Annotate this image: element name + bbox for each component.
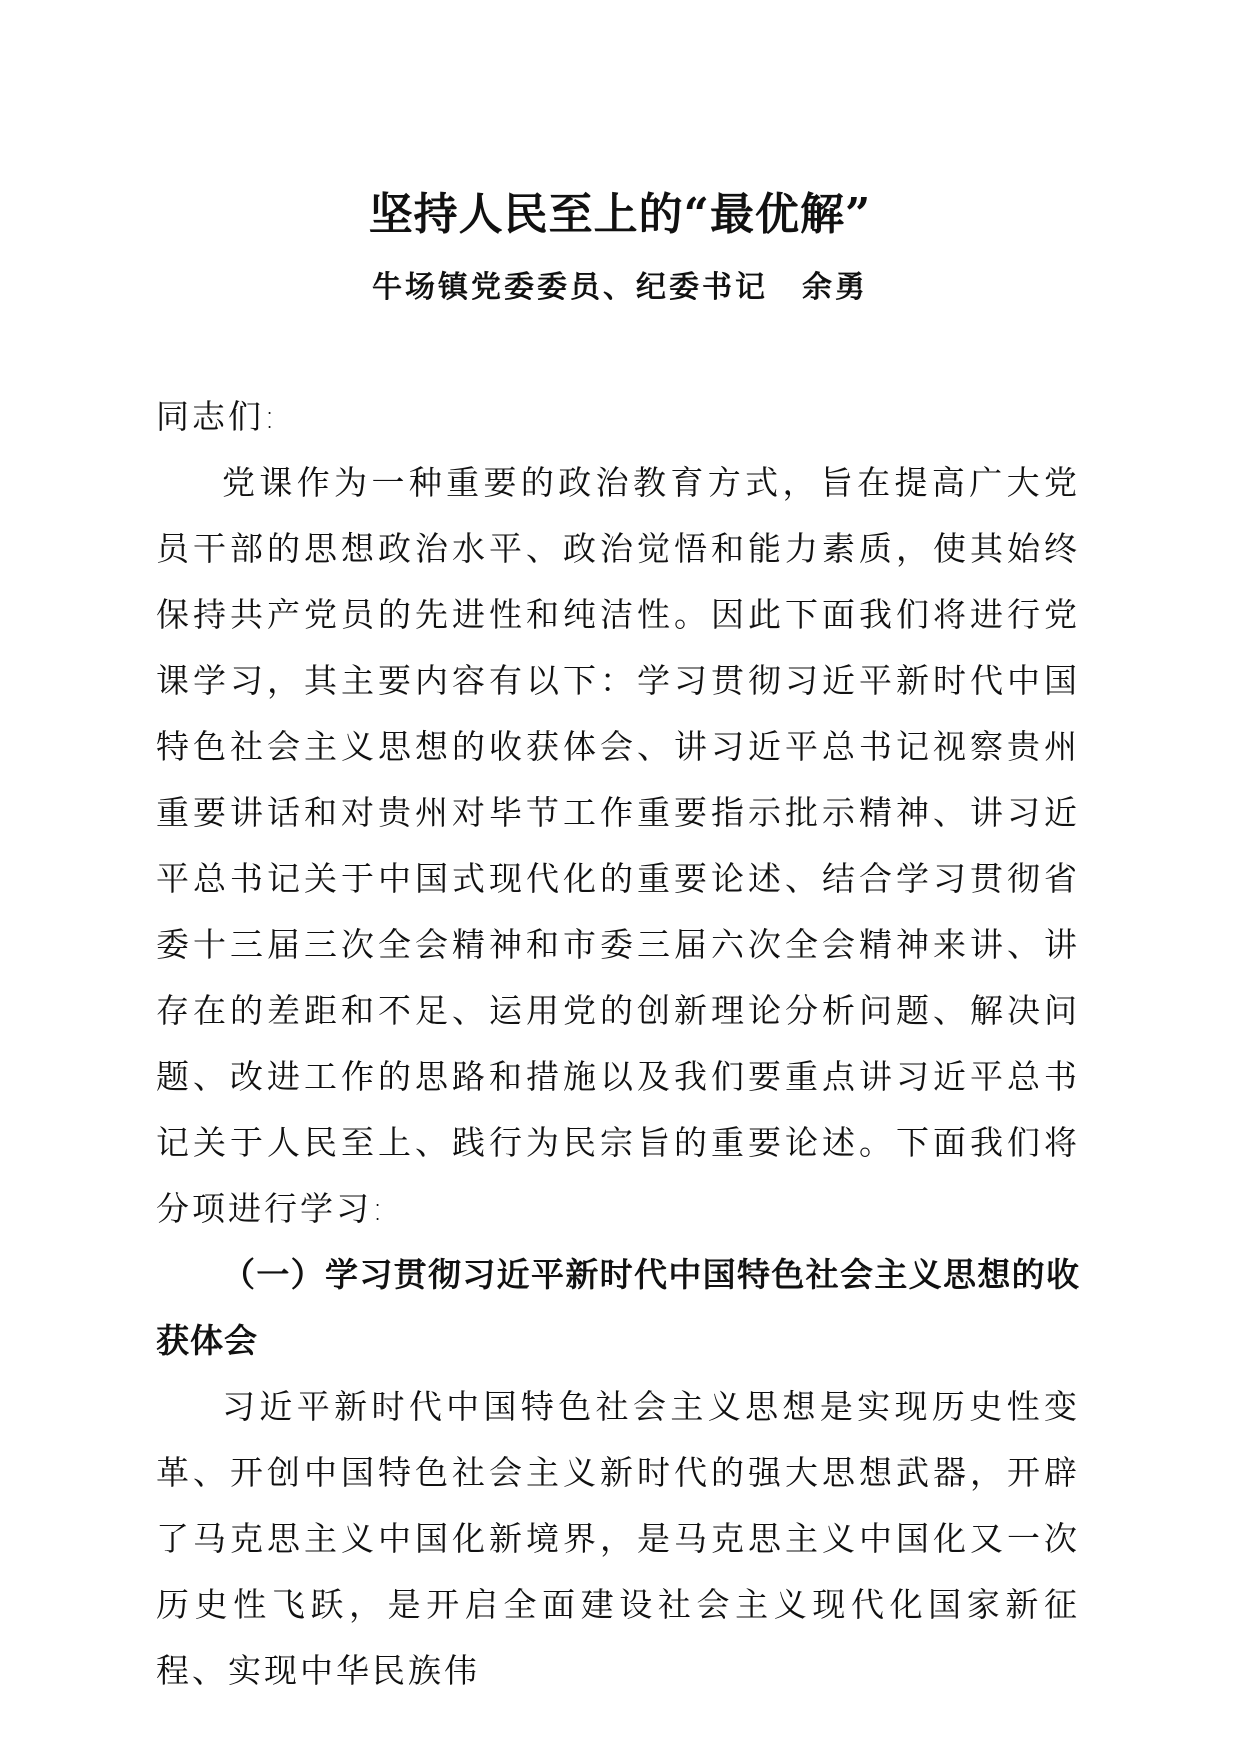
author-name: 余勇 bbox=[802, 270, 868, 305]
page-title: 坚持人民至上的“最优解” bbox=[368, 189, 872, 240]
salutation: 同志们: bbox=[156, 397, 279, 436]
paragraph: 习近平新时代中国特色社会主义思想是实现历史性变革、开创中国特色社会主义新时代的强大思想武器，开辟了马克思主义中国化新境界，是马克思主义中国化又一次历史性飞跃，是开启全面建设社会主义现代化国家新征程、实现中华民族伟 bbox=[156, 1387, 1080, 1690]
paragraph: 党课作为一种重要的政治教育方式，旨在提高广大党员干部的思想政治水平、政治觉悟和能力素质，使其始终保持共产党员的先进性和纯洁性。因此下面我们将进行党课学习，其主要内容有以下：学习贯彻习近平新时代中国特色社会主义思想的收获体会、讲习近平总书记视察贵州重要讲话和对贵州对毕节工作重要指示批示精神、讲习近平总书记关于中国式现代化的重要论述、结合学习贯彻省委十三届三次全会精神和市委三届六次全会精神来讲、讲存在的差距和不足、运用党的创新理论分析问题、解决问题、改进工作的思路和措施以及我们要重点讲习近平总书记关于人民至上、践行为民宗旨的重要论述。下面我们将分项进行学习: bbox=[156, 463, 1080, 1228]
author-byline bbox=[0, 262, 1240, 306]
author-role: 牛场镇党委委员、纪委书记 bbox=[372, 270, 768, 305]
document-body bbox=[156, 384, 1080, 1704]
section-heading: （一）学习贯彻习近平新时代中国特色社会主义思想的收获体会 bbox=[156, 1255, 1080, 1360]
